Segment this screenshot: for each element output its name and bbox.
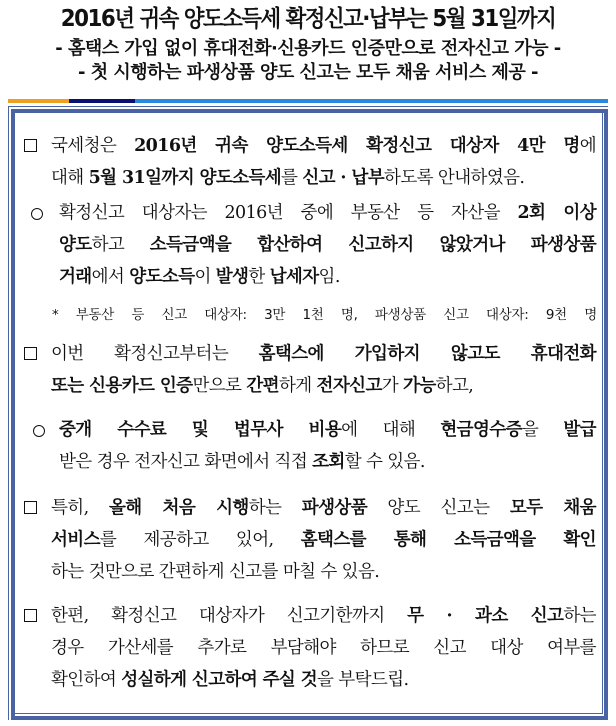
body-text: 하는 [563, 606, 596, 626]
para4-line3 [51, 664, 501, 696]
para3-line2 [51, 524, 596, 556]
emphasized-text: 모두 채움 [509, 498, 596, 518]
body-text: 하고 [91, 235, 150, 255]
body-text: 확인하여 [51, 670, 122, 690]
page-title: 2016년 귀속 양도소득세 확정신고·납부는 5월 31일까지 [60, 6, 556, 32]
emphasized-text: 무 · 과소 신고 [407, 606, 564, 626]
emphasized-text: 올해 처음 시행 [109, 498, 249, 518]
body-text: 하고, [435, 376, 474, 396]
emphasized-text: 또는 신용카드 인증 [51, 376, 193, 396]
emphasized-text: 양도 [59, 235, 92, 255]
para4-line1 [51, 600, 596, 632]
body-text: 한편, 확정신고 대상자가 신고기한까지 [51, 606, 408, 626]
body-text: 한 [248, 267, 270, 287]
para2-line1 [51, 338, 596, 370]
emphasized-text: 2016년 귀속 양도소득세 확정신고 대상자 4만 명 [134, 136, 580, 156]
body-text: 양도 신고는 [367, 498, 510, 518]
emphasized-text: 조회 [312, 452, 345, 472]
emphasized-text: 5월 31일까지 양도소득세 [88, 168, 282, 188]
body-text: 을 [521, 420, 564, 440]
emphasized-text: 전자신고 [316, 376, 382, 396]
para3-line3 [51, 556, 471, 588]
footnote-target-counts: * 부동산 등 신고 대상자: 3만 1천 명, 파생상품 신고 대상자: 9천 명 [52, 307, 597, 323]
body-text: 에 대해 [341, 420, 441, 440]
para4-line2 [51, 632, 596, 664]
emphasized-text: 소득금액을 합산하여 신고하지 않았거나 파생상품 [149, 235, 596, 255]
circle-bullet-icon [31, 208, 43, 220]
body-text: 임. [318, 267, 340, 287]
sub2-line2 [59, 446, 539, 478]
body-text: 를 제공하고 있어, [99, 530, 301, 550]
body-text: 하도록 안내하였음. [384, 168, 525, 188]
body-text: 대해 [51, 168, 89, 188]
body-text: 할 수 있음. [344, 452, 425, 472]
body-text: 하는 것만으로 간편하게 신고를 마칠 수 있음. [51, 562, 380, 582]
subtitle-1: - 홈택스 가입 없이 휴대전화·신용카드 인증만으로 전자신고 가능 - [55, 38, 561, 59]
emphasized-text: 중개 수수료 및 법무사 비용 [59, 420, 342, 440]
emphasized-text: 신고 · 납부 [302, 168, 385, 188]
body-text: 에 [579, 136, 596, 156]
sub1-line1 [59, 197, 596, 229]
emphasized-text: 현금영수증 [440, 420, 522, 440]
emphasized-text: 양도소득 [129, 267, 195, 287]
square-bullet-icon [24, 347, 37, 360]
emphasized-text: 발급 [563, 420, 596, 440]
body-text: 하게 [278, 376, 317, 396]
body-text: 이번 확정신고부터는 [51, 344, 259, 364]
body-text: 만으로 [192, 376, 247, 396]
emphasized-text: 가능 [403, 376, 436, 396]
circle-bullet-icon [33, 425, 45, 437]
body-text: 이 [194, 267, 216, 287]
square-bullet-icon [24, 139, 37, 152]
body-text: 국세청은 [51, 136, 135, 156]
emphasized-text: 홈택스에 가입하지 않고도 휴대전화 [258, 344, 596, 364]
sub1-line3 [59, 261, 419, 293]
body-text: 에서 [91, 267, 130, 287]
body-text: 경우 가산세를 추가로 부담해야 하므로 신고 대상 여부를 [51, 638, 596, 658]
body-text: 하는 [248, 498, 302, 518]
para1-line2 [51, 162, 581, 194]
emphasized-text: 발생 [215, 267, 249, 287]
subtitle-2: - 첫 시행하는 파생상품 양도 신고는 모두 채움 서비스 제공 - [77, 62, 539, 83]
square-bullet-icon [24, 501, 37, 514]
sub2-line1 [59, 414, 596, 446]
body-text: 확정신고 대상자는 2016년 중에 부동산 등 자산을 [59, 203, 518, 223]
square-bullet-icon [24, 609, 37, 622]
para1-line1 [51, 130, 596, 162]
sub1-line2 [59, 229, 596, 261]
body-text: 특히, [51, 498, 109, 518]
emphasized-text: 2회 이상 [517, 203, 597, 223]
body-text: 받은 경우 전자신고 화면에서 직접 [59, 452, 313, 472]
para2-line2 [51, 370, 571, 402]
body-text: 을 부탁드립. [317, 670, 409, 690]
emphasized-text: 서비스 [51, 530, 100, 550]
emphasized-text: 성실하게 신고하여 주실 것 [121, 670, 318, 690]
para3-line1 [51, 492, 596, 524]
emphasized-text: 거래 [59, 267, 92, 287]
emphasized-text: 홈택스를 통해 소득금액을 확인 [300, 530, 596, 550]
emphasized-text: 납세자 [269, 267, 319, 287]
body-text: 를 [281, 168, 303, 188]
emphasized-text: 파생상품 [301, 498, 368, 518]
body-text: 가 [381, 376, 404, 396]
emphasized-text: 간편 [246, 376, 279, 396]
